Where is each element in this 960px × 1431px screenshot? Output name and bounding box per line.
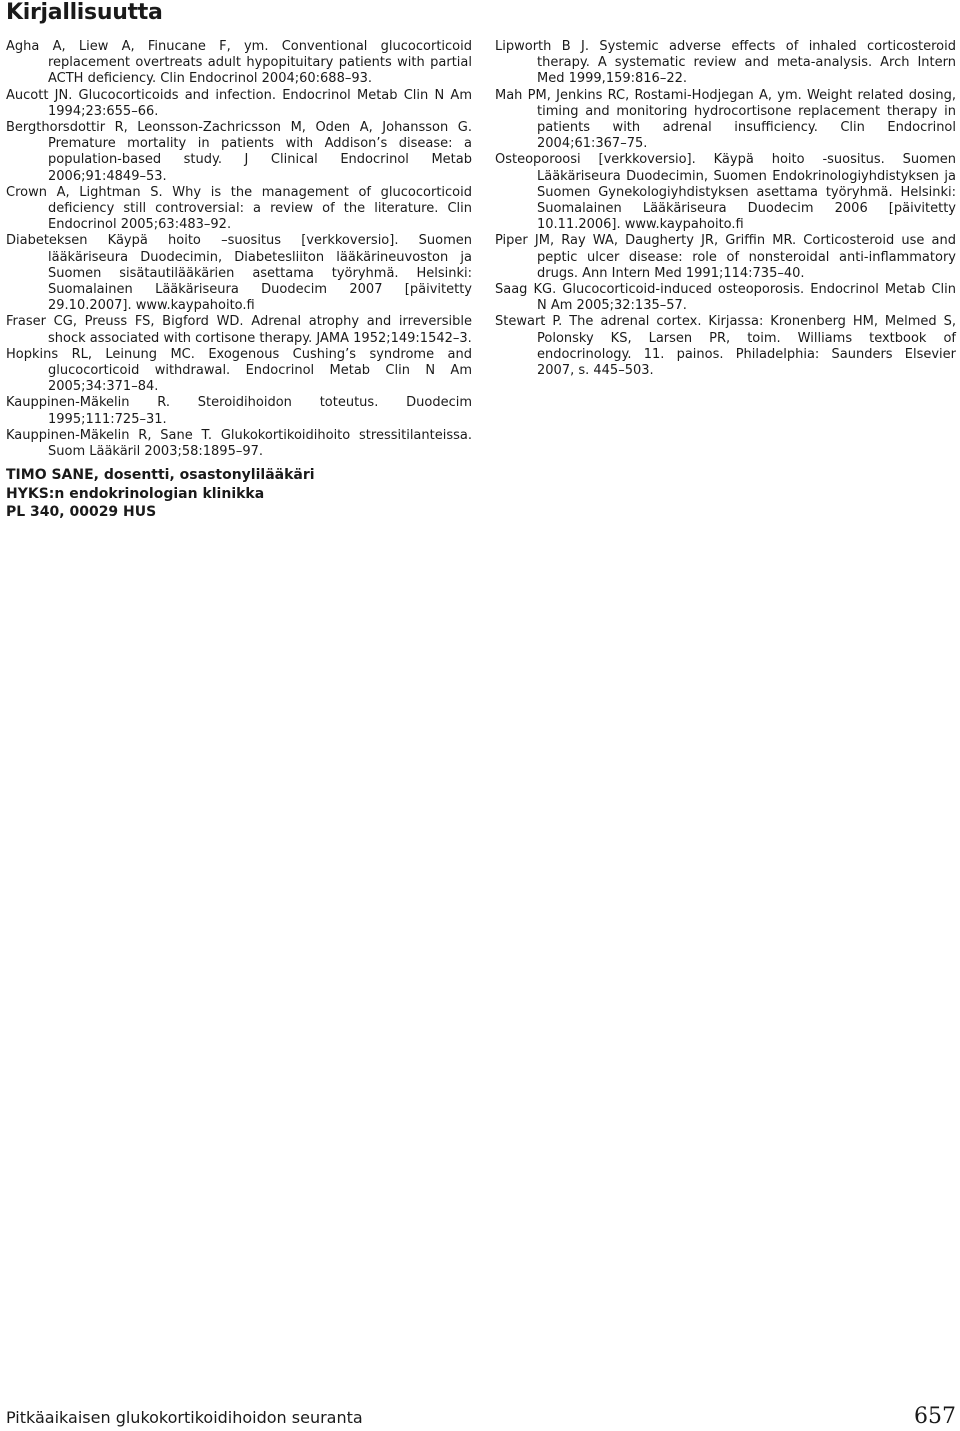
author-department: HYKS:n endokrinologian klinikka bbox=[6, 485, 265, 502]
references-right-column bbox=[495, 39, 956, 379]
reference-item: Diabeteksen Käypä hoito –suositus [verkkoversio]. Suomen lääkäriseura Duodecimin, Diabetesliiton lääkärineuvoston ja Suomen sisätautilääkärien asettama työryhmä. Helsinki: Suomalainen Lääkäriseura Duodecim 2007 [päivitetty 29.10.2007]. www.kaypahoito.fi bbox=[6, 233, 472, 314]
reference-item: Agha A, Liew A, Finucane F, ym. Conventional glucocorticoid replacement overtreats adult hypopituitary patients with partial ACTH deficiency. Clin Endocrinol 2004;60:688–93. bbox=[6, 39, 472, 87]
page-number: 657 bbox=[914, 1404, 956, 1429]
reference-item: Fraser CG, Preuss FS, Bigford WD. Adrenal atrophy and irreversible shock associated with cortisone therapy. JAMA 1952;149:1542–3. bbox=[6, 314, 472, 346]
reference-item: Stewart P. The adrenal cortex. Kirjassa: Kronenberg HM, Melmed S, Polonsky KS, Larsen PR, toim. Williams textbook of endocrinology. 11. painos. Philadelphia: Saunders Elsevier 2007, s. 445–503. bbox=[495, 314, 956, 379]
author-address: PL 340, 00029 HUS bbox=[6, 504, 157, 520]
author-name: TIMO SANE, dosentti, osastonylilääkäri bbox=[6, 467, 315, 483]
reference-item: Piper JM, Ray WA, Daugherty JR, Griffin MR. Corticosteroid use and peptic ulcer disease: role of nonsteroidal anti-inflammatory drugs. Ann Intern Med 1991;114:735–40. bbox=[495, 233, 956, 281]
author-info bbox=[6, 466, 315, 522]
reference-item: Hopkins RL, Leinung MC. Exogenous Cushing’s syndrome and glucocorticoid withdrawal. Endocrinol Metab Clin N Am 2005;34:371–84. bbox=[6, 346, 472, 395]
footer-title: Pitkäaikaisen glukokortikoidihoidon seuranta bbox=[6, 1408, 363, 1427]
reference-item: Osteoporoosi [verkkoversio]. Käypä hoito -suositus. Suomen Lääkäriseura Duodecimin, Suomen Endokrinologiyhdistyksen ja Suomen Gynekologiyhdistyksen asettama työryhmä. Helsinki: Suomalainen Lääkäriseura Duodecim 2006 [päivitetty 10.11.2006]. www.kaypahoito.fi bbox=[495, 152, 956, 233]
reference-item: Saag KG. Glucocorticoid-induced osteoporosis. Endocrinol Metab Clin N Am 2005;32:135–57. bbox=[495, 282, 956, 314]
reference-item: Lipworth B J. Systemic adverse effects of inhaled corticosteroid therapy. A systematic review and meta-analysis. Arch Intern Med 1999,159:816–22. bbox=[495, 39, 956, 87]
references-left-column bbox=[6, 39, 472, 460]
reference-item: Mah PM, Jenkins RC, Rostami-Hodjegan A, ym. Weight related dosing, timing and monitoring hydrocortisone replacement therapy in patients with adrenal insufficiency. Clin Endocrinol 2004;61:367–75. bbox=[495, 87, 956, 152]
reference-item: Crown A, Lightman S. Why is the management of glucocorticoid deficiency still controversial: a review of the literature. Clin Endocrinol 2005;63:483–92. bbox=[6, 184, 472, 233]
reference-item: Kauppinen-Mäkelin R. Steroidihoidon toteutus. Duodecim 1995;111:725–31. bbox=[6, 395, 472, 427]
reference-item: Bergthorsdottir R, Leonsson-Zachricsson M, Oden A, Johansson G. Premature mortality in patients with Addison’s disease: a population-based study. J Clinical Endocrinol Metab 2006;91:4849–53. bbox=[6, 120, 472, 184]
reference-item: Aucott JN. Glucocorticoids and infection. Endocrinol Metab Clin N Am 1994;23:655–66. bbox=[6, 87, 472, 119]
reference-item: Kauppinen-Mäkelin R, Sane T. Glukokortikoidihoito stressitilanteissa. Suom Lääkäril 2003;58:1895–97. bbox=[6, 427, 472, 460]
page-heading: Kirjallisuutta bbox=[6, 0, 163, 25]
